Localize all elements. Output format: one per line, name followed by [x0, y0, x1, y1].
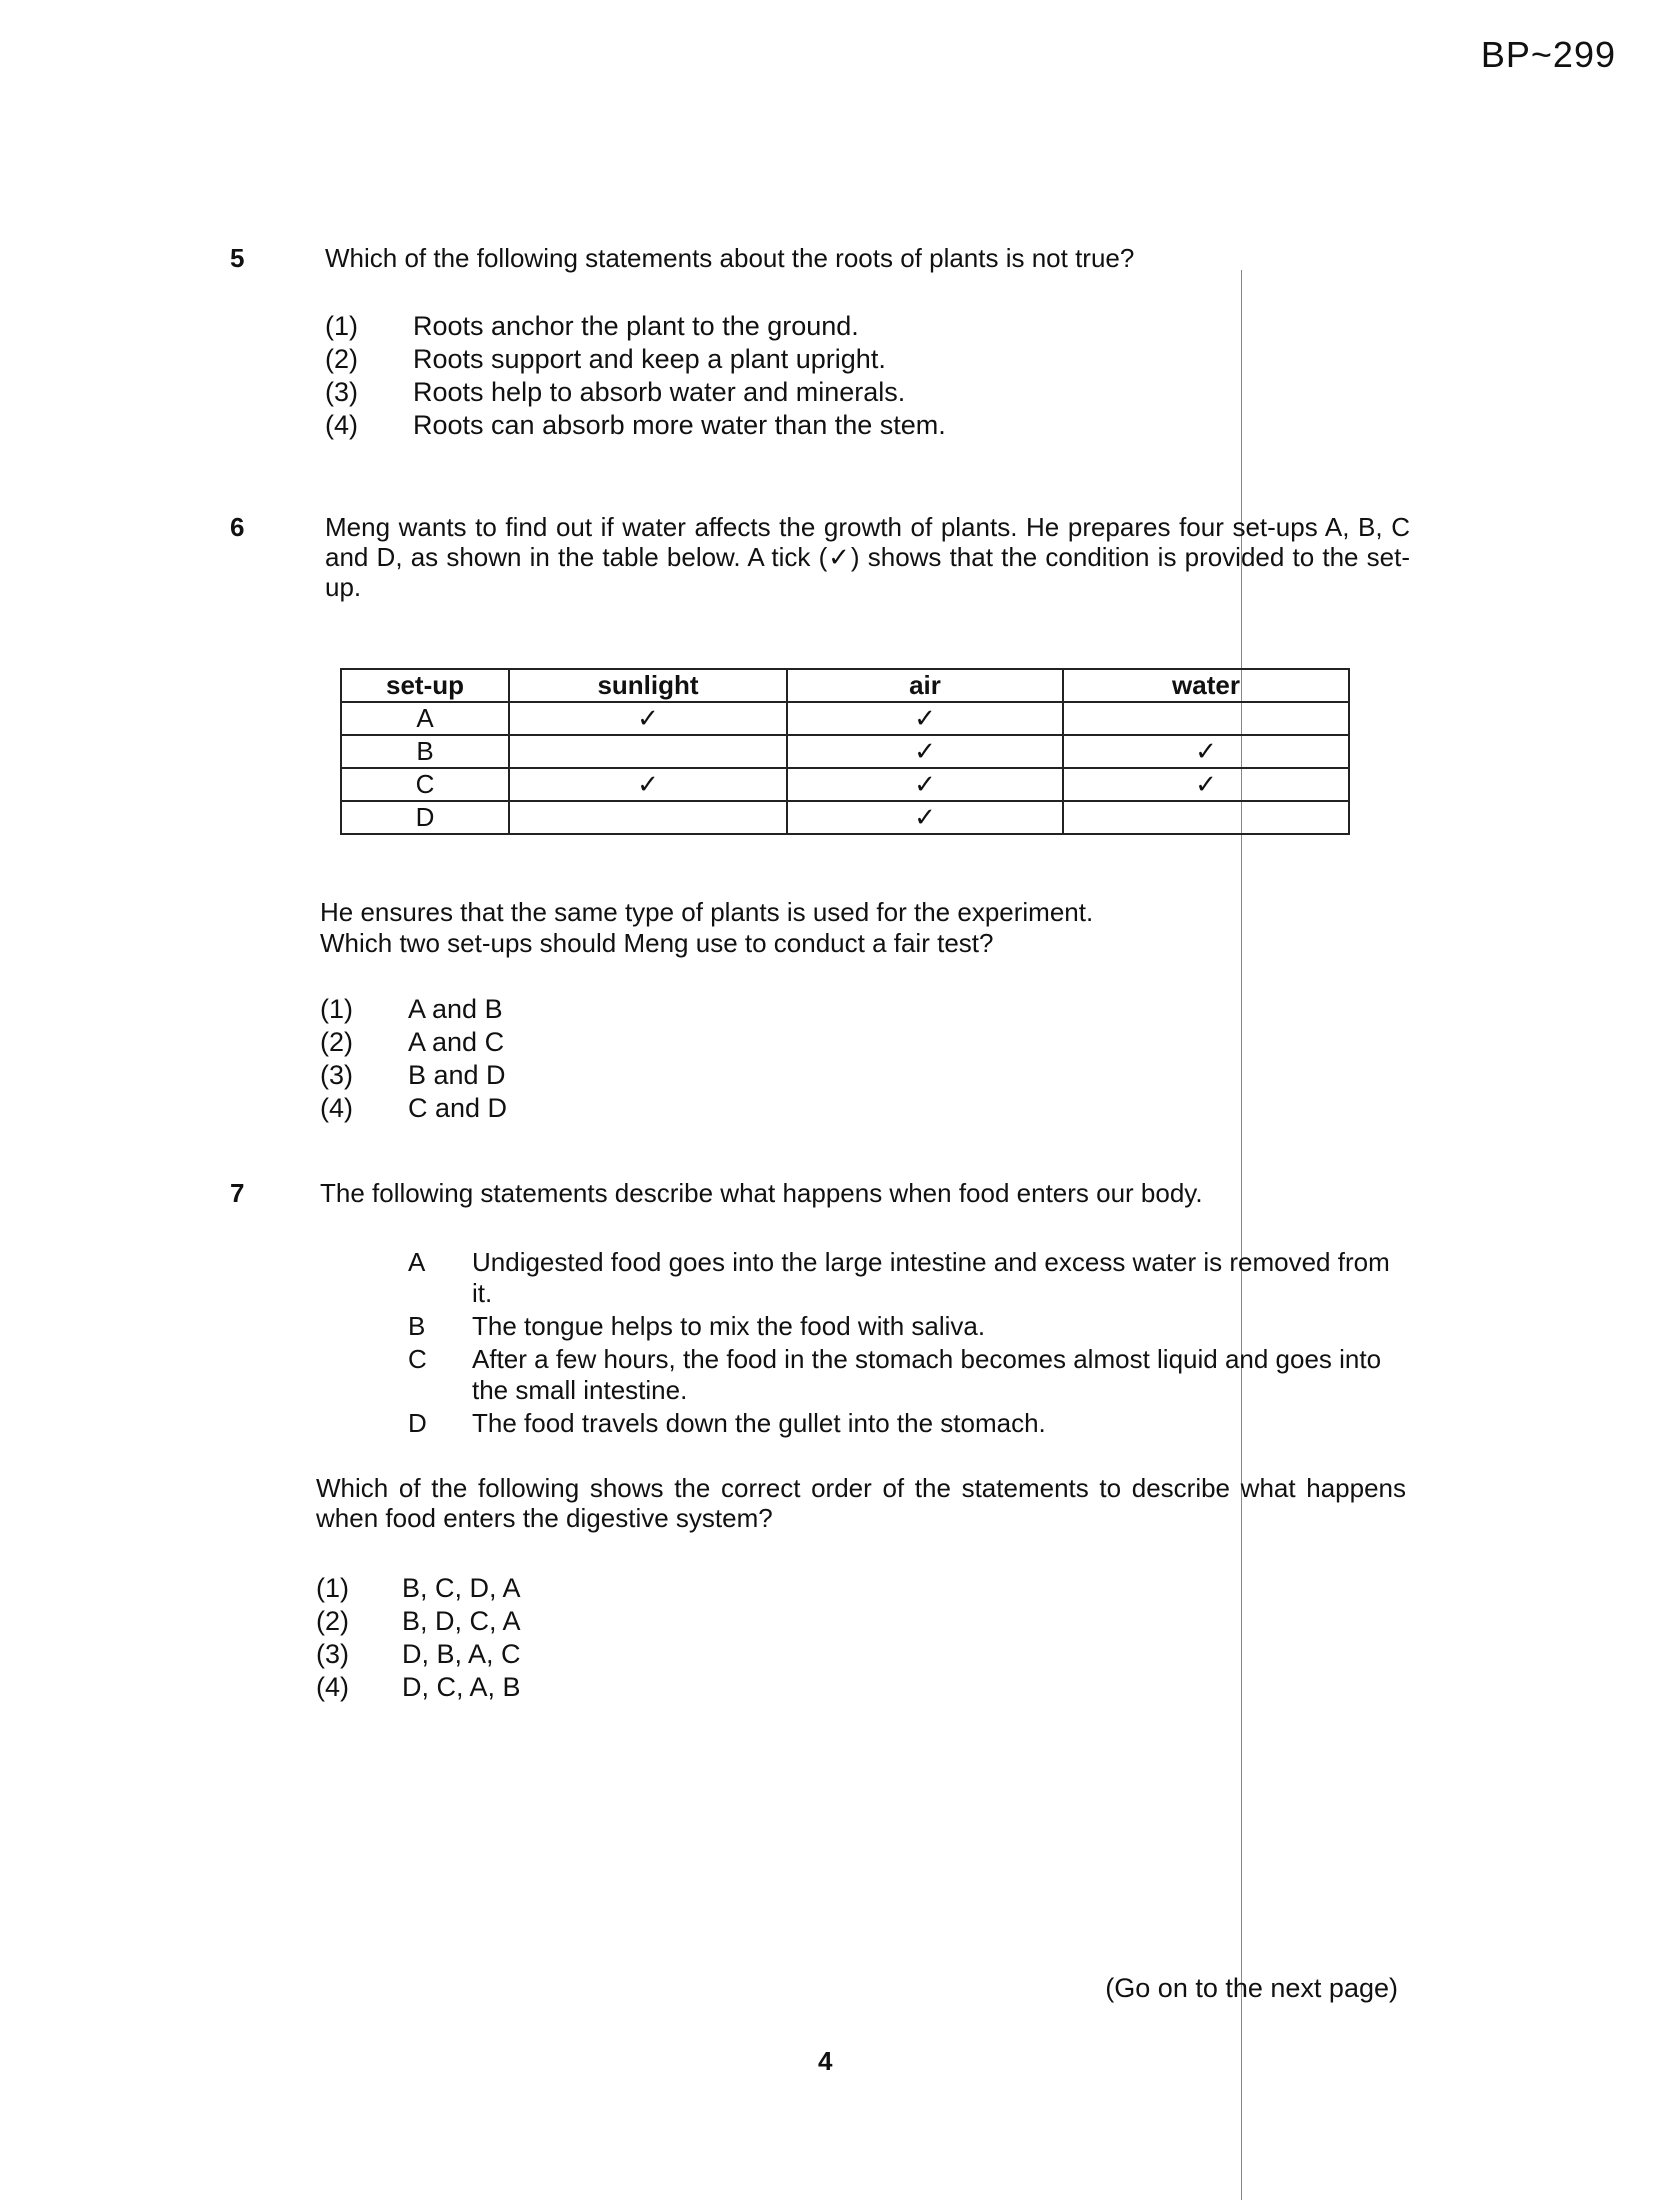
statement-letter: D [408, 1408, 427, 1438]
water-cell [1063, 702, 1349, 735]
statement [408, 1311, 1412, 1342]
option-text: Roots support and keep a plant upright. [413, 344, 886, 374]
option-text: Roots anchor the plant to the ground. [413, 311, 859, 341]
setup-cell: C [341, 768, 509, 801]
water-cell [1063, 801, 1349, 834]
option [316, 1638, 521, 1671]
question-7-prompt: Which of the following shows the correct order of the statements to describe what happens when food enters the digestive system? [316, 1473, 1406, 1533]
option-text: Roots help to absorb water and minerals. [413, 377, 906, 407]
option [325, 310, 946, 343]
question-5-options [325, 310, 946, 442]
air-cell: ✓ [787, 702, 1063, 735]
sunlight-cell: ✓ [509, 768, 787, 801]
question-6-number: 6 [230, 512, 245, 542]
document-code: BP~299 [1480, 34, 1616, 75]
question-6-options [320, 993, 507, 1125]
question-7-statements [408, 1247, 1412, 1439]
setup-cell: A [341, 702, 509, 735]
sunlight-cell [509, 801, 787, 834]
option [316, 1572, 521, 1605]
option-number: (2) [316, 1606, 349, 1636]
statement-letter: B [408, 1311, 426, 1341]
option-number: (3) [320, 1060, 353, 1090]
sunlight-cell: ✓ [509, 702, 787, 735]
question-7-stem: The following statements describe what happens when food enters our body. [320, 1178, 1203, 1208]
statement-text: After a few hours, the food in the stomach becomes almost liquid and goes into the small intestine. [472, 1344, 1382, 1405]
option [320, 1092, 507, 1125]
question-6-followup-1: He ensures that the same type of plants is used for the experiment. [320, 897, 1094, 927]
table-header-row [341, 669, 1349, 702]
option [320, 1026, 507, 1059]
option-number: (4) [320, 1093, 353, 1123]
option-number: (2) [320, 1027, 353, 1057]
option-text: A and C [408, 1027, 505, 1057]
option-text: D, B, A, C [402, 1639, 521, 1669]
option-text: C and D [408, 1093, 508, 1123]
continue-note: (Go on to the next page) [1105, 1973, 1398, 2003]
air-cell: ✓ [787, 801, 1063, 834]
option [316, 1671, 521, 1704]
option-number: (2) [325, 344, 358, 374]
question-6-stem: Meng wants to find out if water affects the growth of plants. He prepares four set-ups A, B, C and D, as shown in the table below. A tick (✓) shows that the condition is provided to the set-up. [325, 512, 1410, 602]
conditions-table [340, 668, 1350, 835]
column-header-sunlight: sunlight [509, 669, 787, 702]
option [325, 376, 946, 409]
air-cell: ✓ [787, 768, 1063, 801]
statement [408, 1344, 1412, 1406]
column-header-air: air [787, 669, 1063, 702]
option-number: (4) [325, 410, 358, 440]
option-number: (1) [316, 1573, 349, 1603]
question-5-number: 5 [230, 243, 245, 273]
statement-text: The food travels down the gullet into the stomach. [472, 1408, 1046, 1438]
column-header-water: water [1063, 669, 1349, 702]
option-number: (3) [316, 1639, 349, 1669]
statement-letter: A [408, 1247, 426, 1277]
option-number: (3) [325, 377, 358, 407]
table-row [341, 735, 1349, 768]
table-row [341, 702, 1349, 735]
table-row [341, 801, 1349, 834]
question-6-followup-2: Which two set-ups should Meng use to conduct a fair test? [320, 928, 994, 958]
option [320, 993, 507, 1026]
air-cell: ✓ [787, 735, 1063, 768]
statement [408, 1247, 1412, 1309]
setup-cell: D [341, 801, 509, 834]
option [320, 1059, 507, 1092]
option [316, 1605, 521, 1638]
water-cell: ✓ [1063, 768, 1349, 801]
table-row [341, 768, 1349, 801]
column-header-setup: set-up [341, 669, 509, 702]
option-number: (4) [316, 1672, 349, 1702]
question-7-number: 7 [230, 1178, 245, 1208]
option [325, 343, 946, 376]
statement [408, 1408, 1412, 1439]
option-number: (1) [325, 311, 358, 341]
setup-cell: B [341, 735, 509, 768]
option-number: (1) [320, 994, 353, 1024]
option-text: B, D, C, A [402, 1606, 521, 1636]
statement-text: Undigested food goes into the large intestine and excess water is removed from it. [472, 1247, 1390, 1308]
option-text: B and D [408, 1060, 506, 1090]
page-number: 4 [818, 2046, 833, 2076]
question-7-options [316, 1572, 521, 1704]
option [325, 409, 946, 442]
statement-letter: C [408, 1344, 427, 1374]
question-5-stem: Which of the following statements about the roots of plants is not true? [325, 243, 1135, 273]
option-text: B, C, D, A [402, 1573, 521, 1603]
statement-text: The tongue helps to mix the food with saliva. [472, 1311, 986, 1341]
water-cell: ✓ [1063, 735, 1349, 768]
option-text: D, C, A, B [402, 1672, 521, 1702]
option-text: A and B [408, 994, 503, 1024]
option-text: Roots can absorb more water than the stem. [413, 410, 946, 440]
sunlight-cell [509, 735, 787, 768]
